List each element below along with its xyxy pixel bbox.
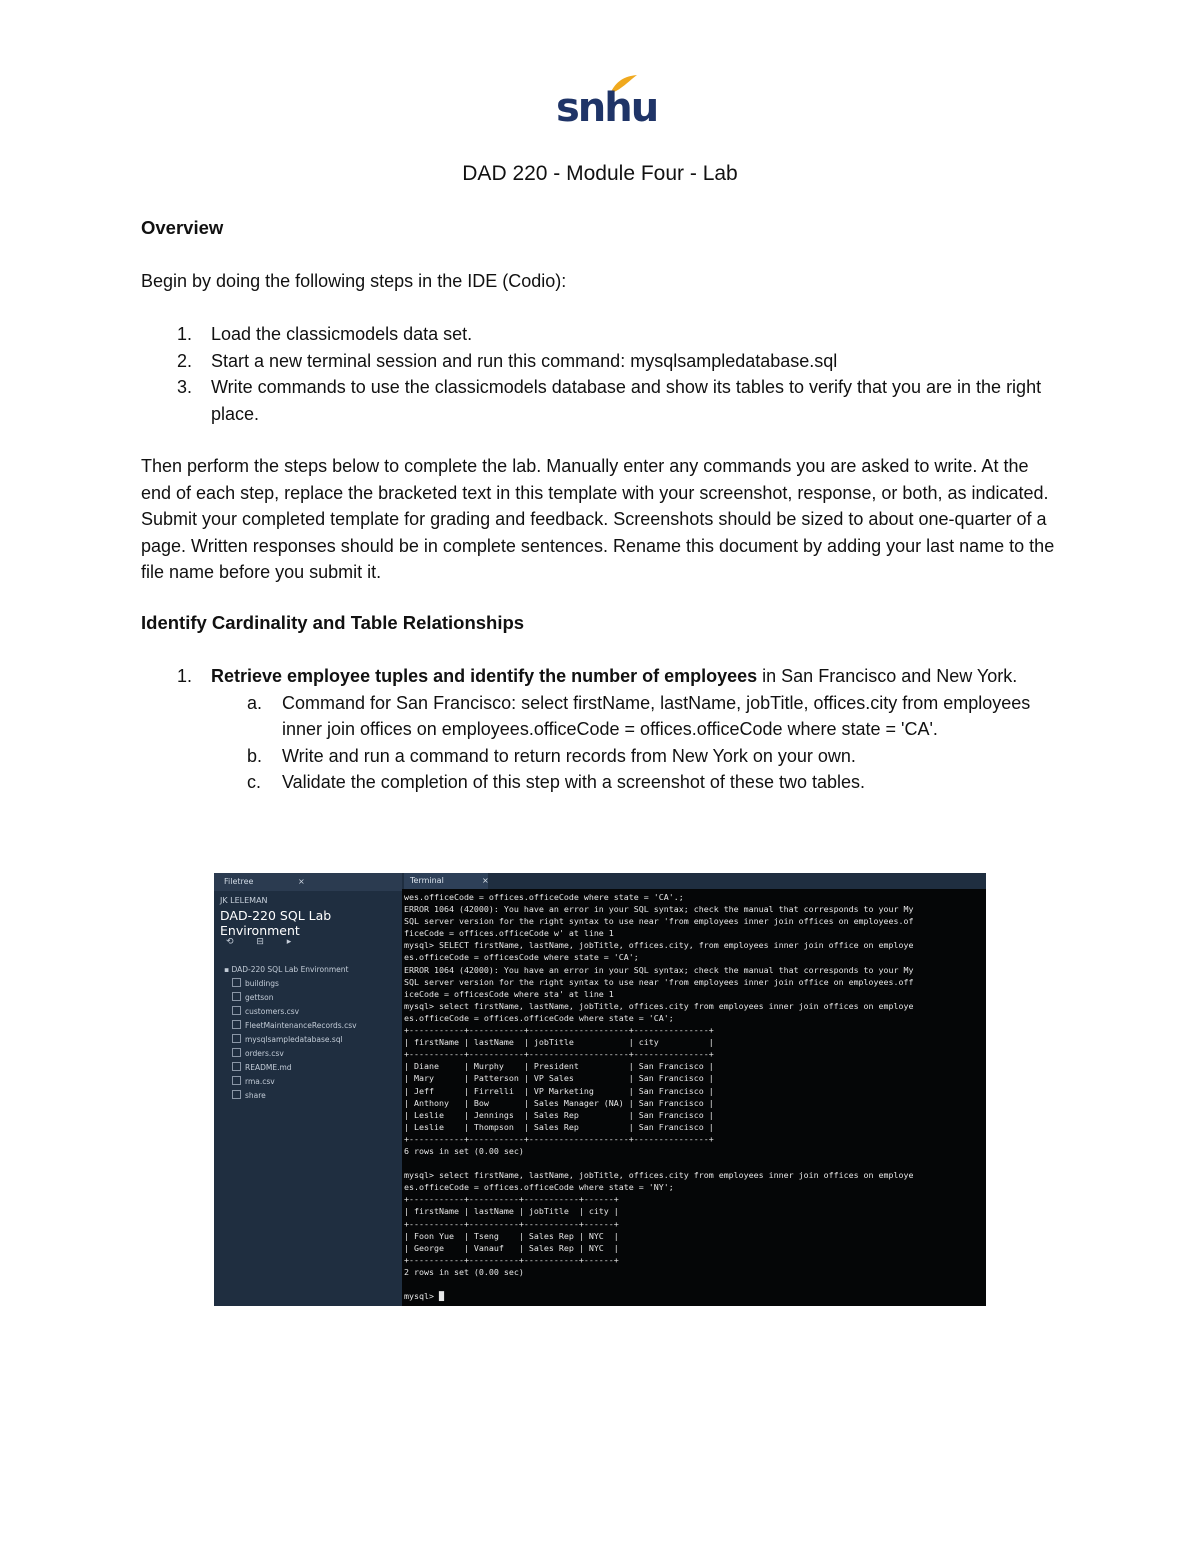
tree-item[interactable]: README.md xyxy=(224,1061,357,1075)
overview-steps xyxy=(141,321,1061,427)
file-icon xyxy=(232,1062,241,1071)
file-icon xyxy=(232,1048,241,1057)
list-item: 1. Retrieve employee tuples and identify the number of employees in San Francisco and New York. xyxy=(177,666,1018,686)
tree-item[interactable]: mysqlsampledatabase.sql xyxy=(224,1033,357,1047)
file-icon xyxy=(232,1020,241,1029)
file-icon xyxy=(232,978,241,987)
file-icon xyxy=(232,1076,241,1085)
user-name: JK LELEMAN xyxy=(220,896,268,905)
list-item: 1. Load the classicmodels data set. xyxy=(177,324,473,344)
tree-item[interactable]: gettson xyxy=(224,991,357,1005)
logo-text: snhu xyxy=(556,85,658,131)
list-item: 2. Start a new terminal session and run this command: mysqlsampledatabase.sql xyxy=(177,350,838,371)
tree-item[interactable]: rma.csv xyxy=(224,1075,357,1089)
terminal-screenshot xyxy=(214,873,986,1306)
filetree-tab[interactable]: Filetree × xyxy=(214,873,402,891)
list-item: 3. Write commands to use the classicmodels database and show its tables to verify that you are in the right place. xyxy=(177,377,1042,424)
tree-item[interactable]: orders.csv xyxy=(224,1047,357,1061)
terminal-tab-bar xyxy=(402,873,986,889)
instructions-paragraph: Then perform the steps below to complete the lab. Manually enter any commands you are asked to write. At the end of each step, replace the bracketed text in this template with your screenshot, response, or both, as indicated. Submit your completed template for grading and feedback. Screenshots should be sized to about one-quarter of a page. Written responses should be in complete sentences. Rename this document by adding your last name to the file name before you submit it. xyxy=(141,456,1055,582)
terminal-tab[interactable]: Terminal × xyxy=(404,873,488,889)
file-icon xyxy=(232,1034,241,1043)
file-icon xyxy=(232,1006,241,1015)
file-icon xyxy=(232,992,241,1001)
tree-item[interactable]: customers.csv xyxy=(224,1005,357,1019)
file-tree xyxy=(224,963,357,1103)
list-item: c. Validate the completion of this step with a screenshot of these two tables. xyxy=(247,772,865,792)
terminal-panel[interactable] xyxy=(402,873,986,1306)
tree-toolbar[interactable]: ⟲ ⊟ ▸ xyxy=(226,937,302,947)
tree-root[interactable]: ▪ DAD-220 SQL Lab Environment xyxy=(224,965,349,974)
tree-item[interactable]: share xyxy=(224,1089,357,1103)
project-title: DAD-220 SQL Lab Environment xyxy=(220,908,332,938)
filetree-panel xyxy=(214,873,402,1306)
section-heading: Identify Cardinality and Table Relationships xyxy=(141,612,525,633)
close-icon[interactable]: × xyxy=(298,877,305,886)
list-item: b. Write and run a command to return records from New York on your own. xyxy=(247,745,856,766)
terminal-output: wes.officeCode = offices.officeCode where state = 'CA'.; ERROR 1064 (42000): You have an error in your SQL syntax; check the manual that corresponds to your My SQL server version for the right syntax to use near 'from employees inner join offices on employees.of ficeCode = offices.officeCode w' at line 1 mysql> SELECT firstName, lastName, jobTitle, offices.city, from employees inner join office on employe es.officeCode = officesCode where state = 'CA'; ERROR 1064 (42000): You have an error in your SQL syntax; check the manual that corresponds to your My SQL server version for the right syntax to use near 'from employees inner join office on employees.off iceCode = officesCode where sta' at line 1 mysql> select firstName, lastName, jobTitle, offices.city from employees inner join offices on employe es.officeCode = offices.officeCode where state = 'CA'; +-----------+-----------+--------------------+---------------+ | firstName | lastName | jobTitle | city | +-----------+-----------+--------------------+---------------+ | Diane | Murphy | President | San Francisco | | Mary | Patterson | VP Sales | San Francisco | | Jeff | Firrelli | VP Marketing | San Francisco | | Anthony | Bow | Sales Manager (NA) | San Francisco | | Leslie | Jennings | Sales Rep | San Francisco | | Leslie | Thompson | Sales Rep | San Francisco | +-----------+-----------+--------------------+---------------+ 6 rows in set (0.00 sec) mysql> select firstName, lastName, jobTitle, offices.city from employees inner join offices on employe es.officeCode = offices.officeCode where state = 'NY'; +-----------+----------+-----------+------+ | firstName | lastName | jobTitle | city | +-----------+----------+-----------+------+ | Foon Yue | Tseng | Sales Rep | NYC | | George | Vanauf | Sales Rep | NYC | +-----------+----------+-----------+------+ 2 rows in set (0.00 sec) mysql> █ xyxy=(404,892,914,1302)
overview-intro: Begin by doing the following steps in the IDE (Codio): xyxy=(141,271,567,291)
lock-icon: ▪ xyxy=(224,965,232,974)
snhu-logo xyxy=(556,74,658,134)
overview-heading: Overview xyxy=(141,217,224,238)
tree-item[interactable]: buildings xyxy=(224,977,357,991)
folder-icon xyxy=(232,1090,241,1099)
tree-item[interactable]: FleetMaintenanceRecords.csv xyxy=(224,1019,357,1033)
task-list xyxy=(141,663,1061,796)
list-item: a. Command for San Francisco: select firstName, lastName, jobTitle, offices.city from employees inner join offices on employees.officeCode = offices.officeCode where state = 'CA'. xyxy=(247,692,1031,739)
page-title: DAD 220 - Module Four - Lab xyxy=(462,162,738,185)
close-icon[interactable]: × xyxy=(482,876,489,885)
